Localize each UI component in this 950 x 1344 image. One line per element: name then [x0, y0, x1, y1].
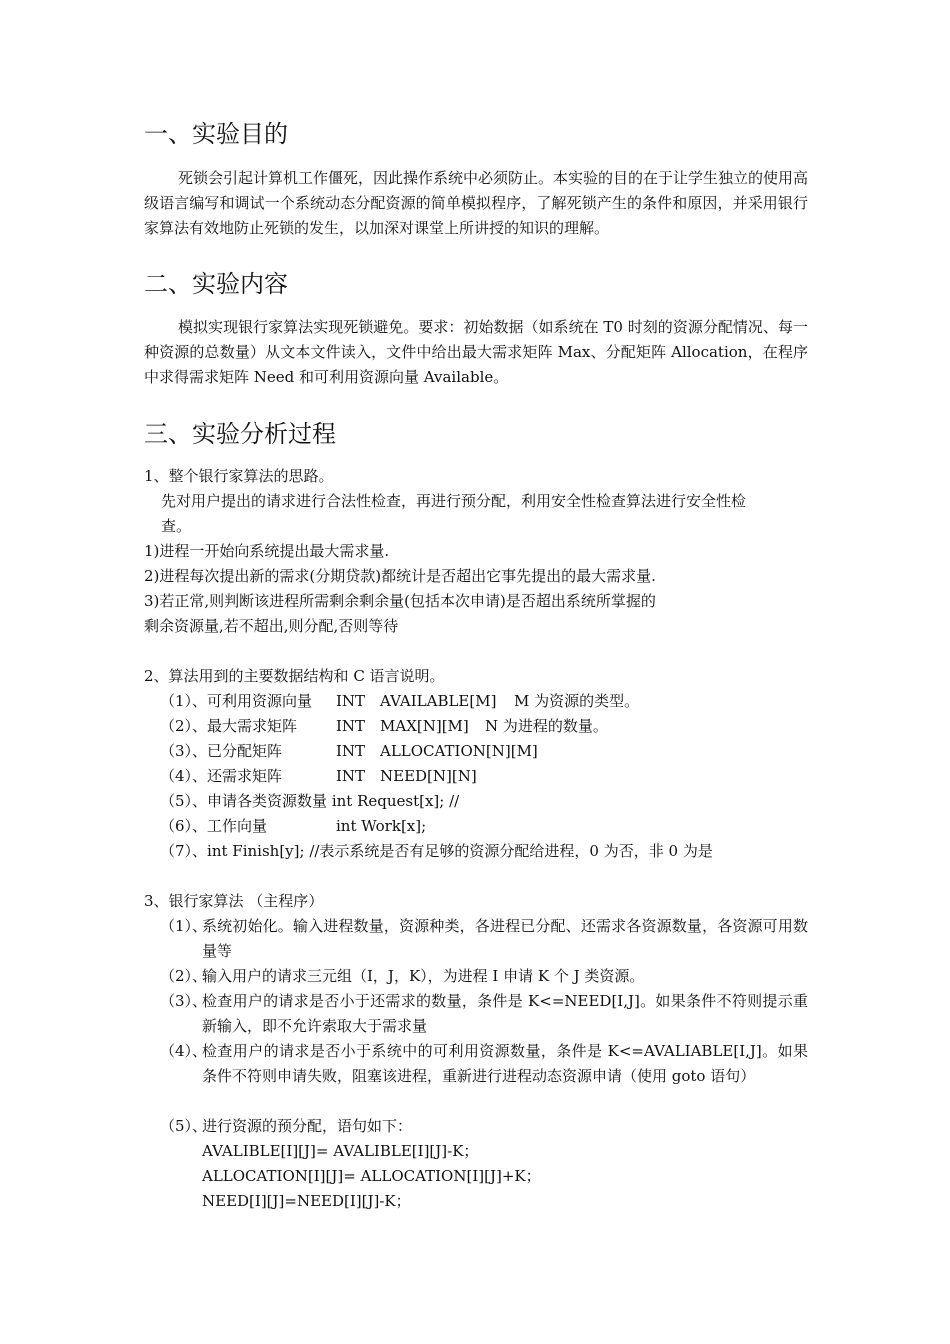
content-paragraph: 模拟实现银行家算法实现死锁避免。要求：初始数据（如系统在 T0 时刻的资源分配情况、每一种资源的总数量）从文本文件读入，文件中给出最大需求矩阵 Max、分配矩阵 Allocation，在程序中求得需求矩阵 Need 和可利用资源向量 Available。 [144, 318, 808, 386]
code-line: AVALIBLE[I][J]= AVALIBLE[I][J]-K； [202, 1142, 479, 1160]
section-heading-content: 二、实验内容 [144, 270, 288, 298]
ds-declaration: NEED[N][N] [380, 767, 477, 785]
ds-label: （3）、已分配矩阵 [160, 742, 283, 760]
step-text: 输入用户的请求三元组（I，J，K），为进程 I 申请 K 个 J 类资源。 [202, 967, 645, 985]
step-text: 进行资源的预分配，语句如下： [202, 1117, 413, 1135]
ds-label: （1）、可利用资源向量 [160, 692, 313, 710]
part1-step2: 2)进程每次提出新的需求(分期贷款)都统计是否超出它事先提出的最大需求量. [144, 567, 656, 585]
ds-declaration: int Work[x]; [336, 817, 427, 835]
algorithm-step [160, 964, 808, 989]
code-line: NEED[I][J]=NEED[I][J]-K； [202, 1192, 411, 1210]
step-number: （4）、 [160, 1042, 208, 1060]
section-heading-analysis: 三、实验分析过程 [144, 420, 336, 448]
ds-type: INT [336, 692, 366, 710]
ds-type: INT [336, 717, 366, 735]
part1-title: 1、整个银行家算法的思路。 [144, 467, 334, 485]
algorithm-step [160, 914, 808, 964]
part3-title: 3、银行家算法 （主程序） [144, 892, 324, 910]
ds-note: M 为资源的类型。 [514, 692, 640, 710]
ds-label: （2）、最大需求矩阵 [160, 717, 298, 735]
step-text: 检查用户的请求是否小于系统中的可利用资源数量，条件是 K<=AVALIABLE[I,J]。如果条件不符则申请失败，阻塞该进程，重新进行进程动态资源申请（使用 goto 语句） [202, 1042, 808, 1085]
step-number: （3）、 [160, 992, 208, 1010]
algorithm-step [160, 1039, 808, 1089]
ds-declaration: ALLOCATION[N][M] [380, 742, 538, 760]
data-structure-request: （5）、申请各类资源数量 int Request[x]; // [160, 792, 460, 810]
data-structure-finish: （7）、int Finish[y]; //表示系统是否有足够的资源分配给进程，0 为否，非 0 为是 [160, 842, 713, 860]
part1-step3: 3)若正常,则判断该进程所需剩余剩余量(包括本次申请)是否超出系统所掌握的 [144, 592, 656, 610]
part1-desc-line2: 查。 [161, 517, 192, 535]
algorithm-step [160, 989, 808, 1039]
ds-label: （4）、还需求矩阵 [160, 767, 283, 785]
ds-label: （6）、工作向量 [160, 817, 268, 835]
part2-title: 2、算法用到的主要数据结构和 C 语言说明。 [144, 667, 445, 685]
step-text: 检查用户的请求是否小于还需求的数量，条件是 K<=NEED[I,J]。如果条件不符则提示重新输入，即不允许索取大于需求量 [202, 992, 808, 1035]
purpose-paragraph: 死锁会引起计算机工作僵死，因此操作系统中必须防止。本实验的目的在于让学生独立的使用高级语言编写和调试一个系统动态分配资源的简单模拟程序，了解死锁产生的条件和原因，并采用银行家算法有效地防止死锁的发生，以加深对课堂上所讲授的知识的理解。 [144, 169, 809, 237]
ds-type: INT [336, 767, 366, 785]
part1-step3-continued: 剩余资源量,若不超出,则分配,否则等待 [144, 617, 399, 635]
step-number: （5）、 [160, 1117, 208, 1135]
code-line: ALLOCATION[I][J]= ALLOCATION[I][J]+K； [202, 1167, 541, 1185]
part1-step1: 1)进程一开始向系统提出最大需求量. [144, 542, 390, 560]
ds-note: N 为进程的数量。 [485, 717, 608, 735]
step-text: 系统初始化。输入进程数量，资源种类，各进程已分配、还需求各资源数量，各资源可用数量等 [202, 917, 808, 960]
section-heading-purpose: 一、实验目的 [144, 120, 288, 148]
step-number: （1）、 [160, 917, 208, 935]
algorithm-step [160, 1114, 808, 1139]
ds-declaration: AVAILABLE[M] [380, 692, 497, 710]
step-number: （2）、 [160, 967, 208, 985]
ds-type: INT [336, 742, 366, 760]
part1-desc-line1: 先对用户提出的请求进行合法性检查，再进行预分配，利用安全性检查算法进行安全性检 [161, 492, 747, 510]
ds-declaration: MAX[N][M] [380, 717, 469, 735]
